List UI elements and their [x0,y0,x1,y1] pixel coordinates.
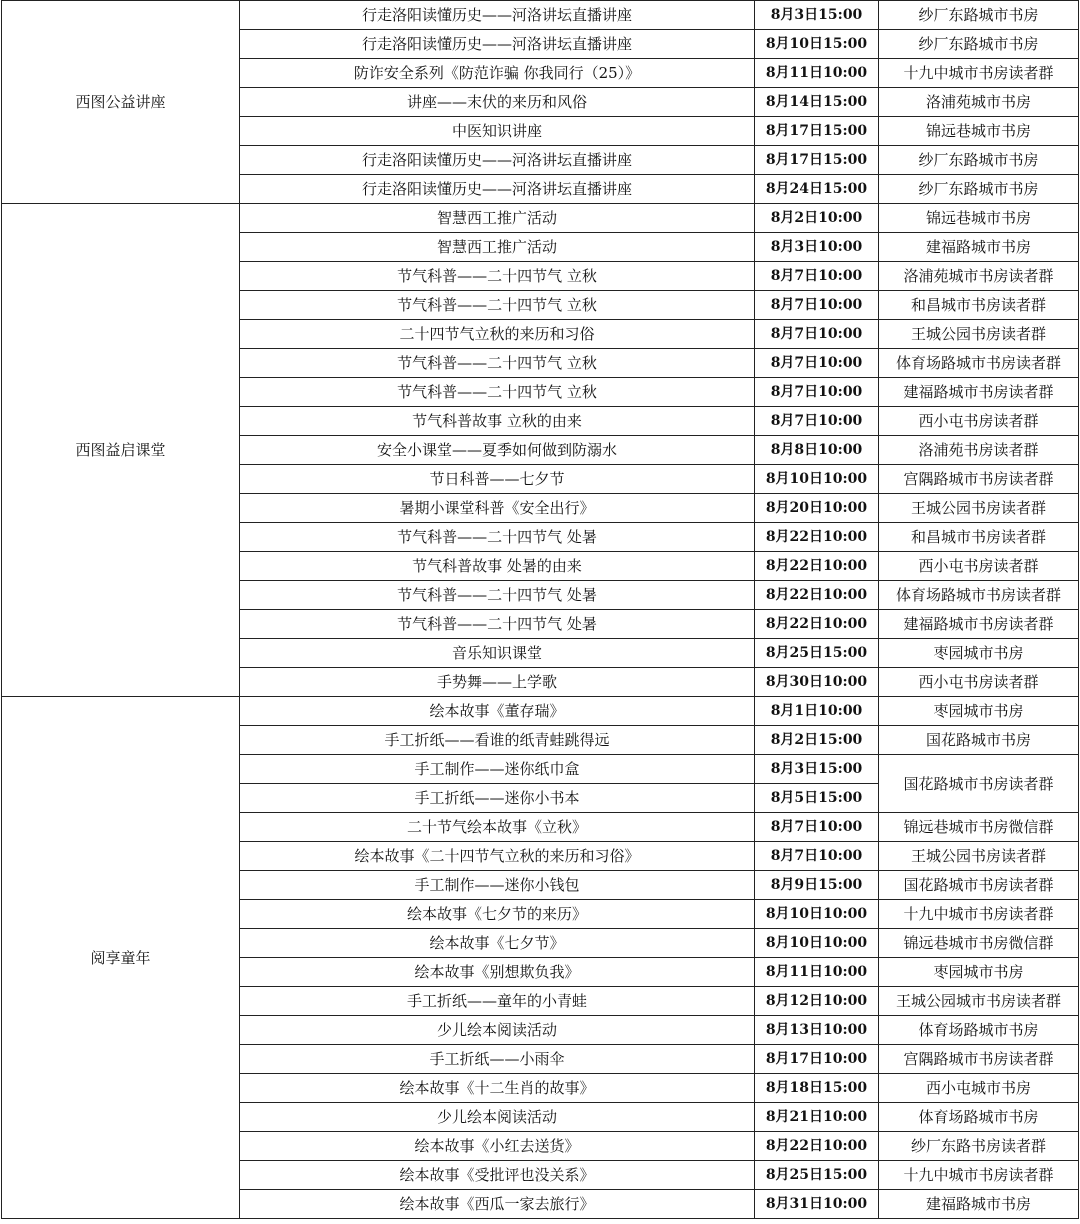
location-cell: 体育场路城市书房读者群 [879,349,1079,378]
location-cell: 枣园城市书房 [879,697,1079,726]
date-cell: 8月22日10:00 [755,523,879,552]
date-cell: 8月25日15:00 [755,1161,879,1190]
date-cell: 8月30日10:00 [755,668,879,697]
event-cell: 节气科普——二十四节气 处暑 [240,523,755,552]
date-cell: 8月11日10:00 [755,958,879,987]
event-cell: 绘本故事《二十四节气立秋的来历和习俗》 [240,842,755,871]
date-cell: 8月7日10:00 [755,320,879,349]
date-cell: 8月22日10:00 [755,552,879,581]
table-row [2,1,1079,30]
location-cell: 十九中城市书房读者群 [879,59,1079,88]
date-cell: 8月3日10:00 [755,233,879,262]
event-cell: 智慧西工推广活动 [240,233,755,262]
date-cell: 8月2日10:00 [755,204,879,233]
event-cell: 节气科普——二十四节气 处暑 [240,610,755,639]
event-cell: 节气科普——二十四节气 立秋 [240,262,755,291]
date-cell: 8月7日10:00 [755,349,879,378]
date-cell: 8月22日10:00 [755,581,879,610]
event-cell: 手势舞——上学歌 [240,668,755,697]
event-cell: 绘本故事《七夕节》 [240,929,755,958]
location-cell: 枣园城市书房 [879,639,1079,668]
event-cell: 绘本故事《十二生肖的故事》 [240,1074,755,1103]
date-cell: 8月12日10:00 [755,987,879,1016]
date-cell: 8月17日10:00 [755,1045,879,1074]
location-cell: 和昌城市书房读者群 [879,523,1079,552]
location-cell: 体育场路城市书房 [879,1103,1079,1132]
date-cell: 8月22日10:00 [755,610,879,639]
event-cell: 暑期小课堂科普《安全出行》 [240,494,755,523]
event-cell: 讲座——末伏的来历和风俗 [240,88,755,117]
date-cell: 8月25日15:00 [755,639,879,668]
location-cell: 十九中城市书房读者群 [879,900,1079,929]
location-cell: 王城公园书房读者群 [879,320,1079,349]
location-cell: 西小屯书房读者群 [879,407,1079,436]
date-cell: 8月7日10:00 [755,291,879,320]
date-cell: 8月22日10:00 [755,1132,879,1161]
location-cell: 建福路城市书房读者群 [879,378,1079,407]
event-cell: 节气科普——二十四节气 立秋 [240,378,755,407]
location-cell: 纱厂东路书房读者群 [879,1132,1079,1161]
date-cell: 8月3日15:00 [755,755,879,784]
date-cell: 8月18日15:00 [755,1074,879,1103]
date-cell: 8月14日15:00 [755,88,879,117]
event-cell: 安全小课堂——夏季如何做到防溺水 [240,436,755,465]
date-cell: 8月8日10:00 [755,436,879,465]
date-cell: 8月10日10:00 [755,900,879,929]
event-cell: 绘本故事《小红去送货》 [240,1132,755,1161]
date-cell: 8月10日15:00 [755,30,879,59]
event-cell: 绘本故事《董存瑞》 [240,697,755,726]
date-cell: 8月1日10:00 [755,697,879,726]
date-cell: 8月10日10:00 [755,465,879,494]
location-cell: 和昌城市书房读者群 [879,291,1079,320]
category-cell: 阅享童年 [2,697,240,1219]
location-cell: 西小屯书房读者群 [879,552,1079,581]
event-cell: 音乐知识课堂 [240,639,755,668]
location-cell: 纱厂东路城市书房 [879,1,1079,30]
date-cell: 8月2日15:00 [755,726,879,755]
location-cell: 西小屯城市书房 [879,1074,1079,1103]
location-cell: 王城公园书房读者群 [879,842,1079,871]
date-cell: 8月7日10:00 [755,407,879,436]
date-cell: 8月7日10:00 [755,842,879,871]
event-cell: 手工折纸——童年的小青蛙 [240,987,755,1016]
date-cell: 8月24日15:00 [755,175,879,204]
event-cell: 行走洛阳读懂历史——河洛讲坛直播讲座 [240,1,755,30]
schedule-body [2,1,1079,1219]
location-cell: 西小屯书房读者群 [879,668,1079,697]
event-cell: 手工折纸——迷你小书本 [240,784,755,813]
location-cell: 体育场路城市书房 [879,1016,1079,1045]
event-cell: 节气科普——二十四节气 立秋 [240,349,755,378]
event-cell: 智慧西工推广活动 [240,204,755,233]
location-cell: 纱厂东路城市书房 [879,175,1079,204]
location-cell: 纱厂东路城市书房 [879,30,1079,59]
date-cell: 8月5日15:00 [755,784,879,813]
date-cell: 8月17日15:00 [755,117,879,146]
location-cell: 建福路城市书房读者群 [879,610,1079,639]
location-cell: 洛浦苑书房读者群 [879,436,1079,465]
table-row [2,204,1079,233]
location-cell: 体育场路城市书房读者群 [879,581,1079,610]
event-cell: 节气科普故事 处暑的由来 [240,552,755,581]
location-cell: 锦远巷城市书房 [879,204,1079,233]
event-cell: 节气科普——二十四节气 立秋 [240,291,755,320]
date-cell: 8月21日10:00 [755,1103,879,1132]
date-cell: 8月11日10:00 [755,59,879,88]
event-cell: 行走洛阳读懂历史——河洛讲坛直播讲座 [240,175,755,204]
location-cell: 枣园城市书房 [879,958,1079,987]
category-cell: 西图公益讲座 [2,1,240,204]
schedule-table [1,0,1079,1219]
location-cell: 王城公园书房读者群 [879,494,1079,523]
date-cell: 8月13日10:00 [755,1016,879,1045]
date-cell: 8月3日15:00 [755,1,879,30]
date-cell: 8月7日10:00 [755,813,879,842]
event-cell: 绘本故事《七夕节的来历》 [240,900,755,929]
date-cell: 8月9日15:00 [755,871,879,900]
location-cell: 国花路城市书房读者群 [879,871,1079,900]
location-cell: 建福路城市书房 [879,1190,1079,1219]
event-cell: 二十节气绘本故事《立秋》 [240,813,755,842]
date-cell: 8月7日10:00 [755,378,879,407]
table-row [2,697,1079,726]
date-cell: 8月17日15:00 [755,146,879,175]
event-cell: 节气科普——二十四节气 处暑 [240,581,755,610]
event-cell: 行走洛阳读懂历史——河洛讲坛直播讲座 [240,30,755,59]
event-cell: 节气科普故事 立秋的由来 [240,407,755,436]
location-cell: 锦远巷城市书房 [879,117,1079,146]
location-cell: 宫隅路城市书房读者群 [879,465,1079,494]
location-cell: 洛浦苑城市书房读者群 [879,262,1079,291]
date-cell: 8月31日10:00 [755,1190,879,1219]
event-cell: 手工折纸——小雨伞 [240,1045,755,1074]
date-cell: 8月10日10:00 [755,929,879,958]
location-cell: 国花路城市书房 [879,726,1079,755]
event-cell: 防诈安全系列《防范诈骗 你我同行（25）》 [240,59,755,88]
location-cell: 宫隅路城市书房读者群 [879,1045,1079,1074]
location-cell: 十九中城市书房读者群 [879,1161,1079,1190]
event-cell: 手工制作——迷你纸巾盒 [240,755,755,784]
event-cell: 行走洛阳读懂历史——河洛讲坛直播讲座 [240,146,755,175]
location-cell: 纱厂东路城市书房 [879,146,1079,175]
location-cell: 王城公园城市书房读者群 [879,987,1079,1016]
location-cell: 洛浦苑城市书房 [879,88,1079,117]
event-cell: 绘本故事《别想欺负我》 [240,958,755,987]
event-cell: 手工折纸——看谁的纸青蛙跳得远 [240,726,755,755]
date-cell: 8月7日10:00 [755,262,879,291]
location-cell: 国花路城市书房读者群 [879,755,1079,813]
event-cell: 二十四节气立秋的来历和习俗 [240,320,755,349]
event-cell: 绘本故事《受批评也没关系》 [240,1161,755,1190]
location-cell: 建福路城市书房 [879,233,1079,262]
event-cell: 中医知识讲座 [240,117,755,146]
event-cell: 少儿绘本阅读活动 [240,1103,755,1132]
location-cell: 锦远巷城市书房微信群 [879,813,1079,842]
event-cell: 节日科普——七夕节 [240,465,755,494]
event-cell: 少儿绘本阅读活动 [240,1016,755,1045]
date-cell: 8月20日10:00 [755,494,879,523]
location-cell: 锦远巷城市书房微信群 [879,929,1079,958]
event-cell: 绘本故事《西瓜一家去旅行》 [240,1190,755,1219]
category-cell: 西图益启课堂 [2,204,240,697]
event-cell: 手工制作——迷你小钱包 [240,871,755,900]
